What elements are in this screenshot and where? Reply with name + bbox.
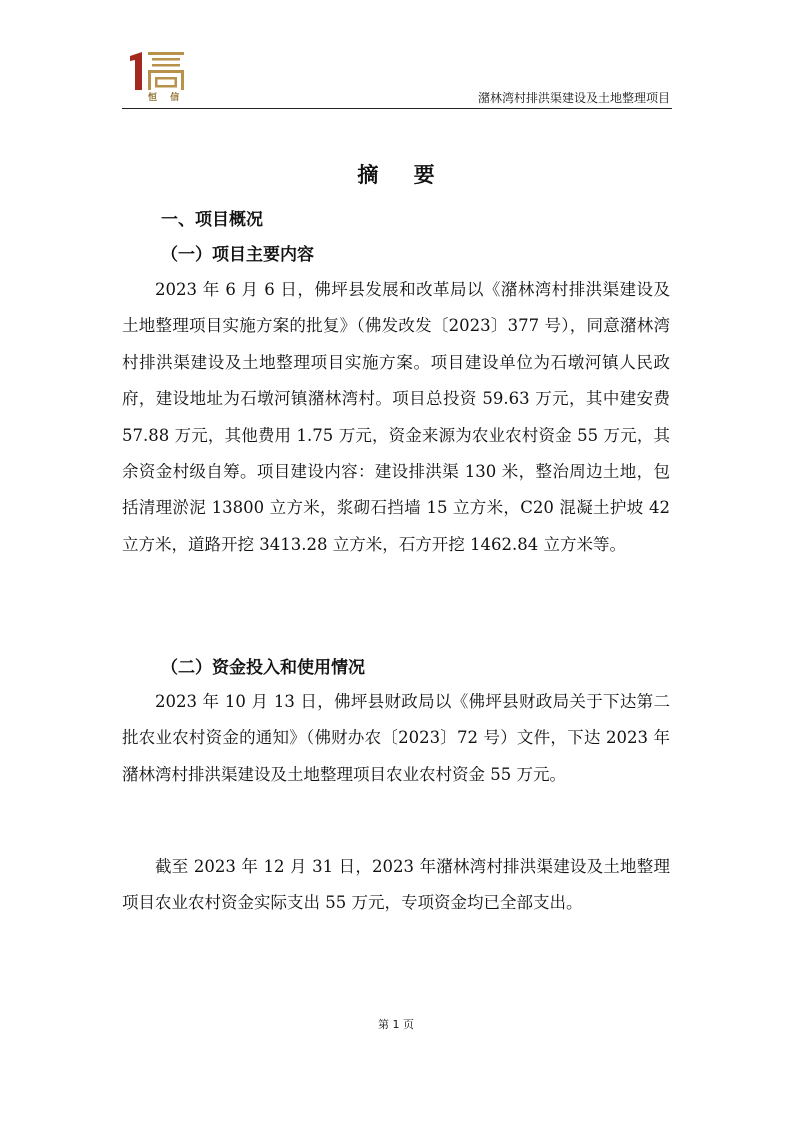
document-title: 摘 要 [357, 163, 449, 187]
header-divider [122, 108, 672, 109]
paragraph-funding: 2023 年 10 月 13 日，佛坪县财政局以《佛坪县财政局关于下达第二批农业农村资金的通知》（佛财办农〔2023〕72 号）文件，下达 2023 年潴林湾村排洪渠建设及土地整理项目农业农村资金 55 万元。 [122, 692, 670, 784]
subsection-heading-main-content: （一）项目主要内容 [161, 245, 314, 265]
logo-mark-icon [122, 50, 194, 94]
section-heading-overview: 一、项目概况 [161, 210, 263, 230]
header-title: 潴林湾村排洪渠建设及土地整理项目 [477, 91, 670, 105]
subsection-heading-funding: （二）资金投入和使用情况 [161, 658, 365, 678]
paragraph-expenditure: 截至 2023 年 12 月 31 日，2023 年潴林湾村排洪渠建设及土地整理项目农业农村资金实际支出 55 万元，专项资金均已全部支出。 [122, 857, 670, 913]
page-number: 第 1 页 [378, 1018, 414, 1031]
logo-text: 恒 信 [148, 93, 185, 103]
paragraph-main-content: 2023 年 6 月 6 日，佛坪县发展和改革局以《潴林湾村排洪渠建设及土地整理项目实施方案的批复》（佛发改发〔2023〕377 号），同意潴林湾村排洪渠建设及土地整理项目实施方案。项目建设单位为石墩河镇人民政府，建设地址为石墩河镇潴林湾村。项目总投资 59.63 万元，其中建安费 57.88 万元，其他费用 1.75 万元，资金来源为农业农村资金 55 万元，其余资金村级自筹。项目建设内容：建设排洪渠 130 米，整治周边土地，包括清理淤泥 13800 立方米，浆砌石挡墙 15 立方米，C20 混凝土护坡 42 立方米，道路开挖 3413.28 立方米，石方开挖 1462.84 立方米等。 [122, 280, 670, 554]
